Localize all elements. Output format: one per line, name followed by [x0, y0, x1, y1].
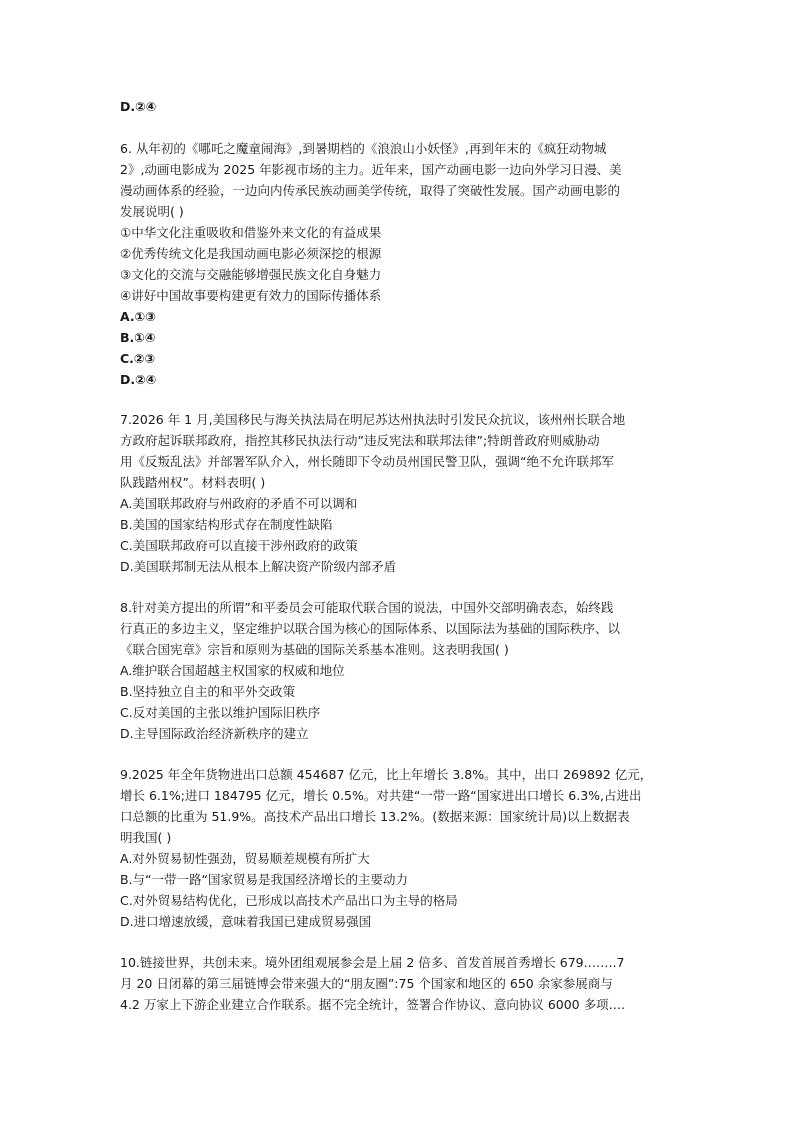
- q7-option-a: A.美国联邦政府与州政府的矛盾不可以调和: [120, 496, 358, 511]
- q8-option-d: D.主导国际政治经济新秩序的建立: [120, 726, 309, 741]
- q6-stem-line: 发展说明( ): [120, 204, 184, 219]
- q9-stem-line: 9.2025 年全年货物进出口总额 454687 亿元，比上年增长 3.8%。其中，出口 269892 亿元，: [120, 767, 653, 782]
- q7-option-c: C.美国联邦政府可以直接干涉州政府的政策: [120, 538, 358, 553]
- prev-question-option-d: D.②④: [120, 99, 157, 114]
- q8-stem-line: 行真正的多边主义，坚定维护以联合国为核心的国际体系、以国际法为基础的国际秩序、以: [120, 621, 621, 636]
- q10-stem-line: 4.2 万家上下游企业建立合作联系。据不完全统计，签署合作协议、意向协议 6000 多项….: [120, 997, 626, 1012]
- q8-stem-line: 8.针对美方提出的所谓”和平委员会可能取代联合国的说法，中国外交部明确表态，始终践: [120, 600, 614, 615]
- q8-stem-line: 《联合国宪章》宗旨和原则为基础的国际关系基本准则。这表明我国( ): [120, 642, 509, 657]
- q8-option-c: C.反对美国的主张以维护国际旧秩序: [120, 705, 321, 720]
- q6-stem-line: 6. 从年初的《哪吒之魔童闹海》,到暑期档的《浪浪山小妖怪》,再到年末的《疯狂动物城: [120, 141, 607, 156]
- q7-stem-line: 用《反叛乱法》并部署军队介入，州长随即下令动员州国民警卫队，强调“绝不允许联邦军: [120, 454, 614, 469]
- q8-option-a: A.维护联合国超越主权国家的权威和地位: [120, 663, 345, 678]
- q8-option-b: B.坚持独立自主的和平外交政策: [120, 684, 296, 699]
- q7-option-d: D.美国联邦制无法从根本上解决资产阶级内部矛盾: [120, 559, 397, 574]
- q6-stem-line: 2》,动画电影成为 2025 年影视市场的主力。近年来，国产动画电影一边向外学习日漫、美: [120, 162, 622, 177]
- q6-option-b: B.①④: [120, 330, 156, 345]
- q7-stem-line: 7.2026 年 1 月,美国移民与海关执法局在明尼苏达州执法时引发民众抗议，该州州长联合地: [120, 412, 626, 427]
- q6-statement: ③文化的交流与交融能够增强民族文化自身魅力: [120, 267, 382, 282]
- q6-option-c: C.②③: [120, 351, 156, 366]
- q6-statement: ④讲好中国故事要构建更有效力的国际传播体系: [120, 288, 382, 303]
- q6-option-d: D.②④: [120, 372, 157, 387]
- q7-option-b: B.美国的国家结构形式存在制度性缺陷: [120, 517, 333, 532]
- q9-stem-line: 明我国( ): [120, 830, 172, 845]
- q9-option-a: A.对外贸易韧性强劲，贸易顺差规模有所扩大: [120, 851, 370, 866]
- q9-stem-line: 增长 6.1%;进口 184795 亿元，增长 0.5%。对共建“一带一路“国家进出口增长 6.3%,占进出: [120, 788, 642, 803]
- q9-stem-line: 口总额的比重为 51.9%。高技术产品出口增长 13.2%。(数据来源：国家统计局)以上数据表: [120, 809, 630, 824]
- q10-stem-line: 月 20 日闭幕的第三届链博会带来强大的“朋友圈”:75 个国家和地区的 650 余家参展商与: [120, 976, 613, 991]
- q6-statement: ②优秀传统文化是我国动画电影必须深挖的根源: [120, 246, 382, 261]
- q7-stem-line: 队践踏州权”。材料表明( ): [120, 475, 266, 490]
- q9-option-b: B.与“一带一路“国家贸易是我国经济增长的主要动力: [120, 872, 409, 887]
- q6-statement: ①中华文化注重吸收和借鉴外来文化的有益成果: [120, 225, 382, 240]
- q9-option-c: C.对外贸易结构优化，已形成以高技术产品出口为主导的格局: [120, 893, 458, 908]
- q6-option-a: A.①③: [120, 309, 156, 324]
- q9-option-d: D.进口增速放缓，意味着我国已建成贸易强国: [120, 914, 372, 929]
- q10-stem-line: 10.链接世界，共创未来。境外团组观展参会是上届 2 倍多、首发首展首秀增长 679.…….7: [120, 955, 625, 970]
- q6-stem-line: 漫动画体系的经验，一边向内传承民族动画美学传统，取得了突破性发展。国产动画电影的: [120, 183, 621, 198]
- q7-stem-line: 方政府起诉联邦政府，指控其移民执法行动”违反宪法和联邦法律”;特朗普政府则威胁动: [120, 433, 600, 448]
